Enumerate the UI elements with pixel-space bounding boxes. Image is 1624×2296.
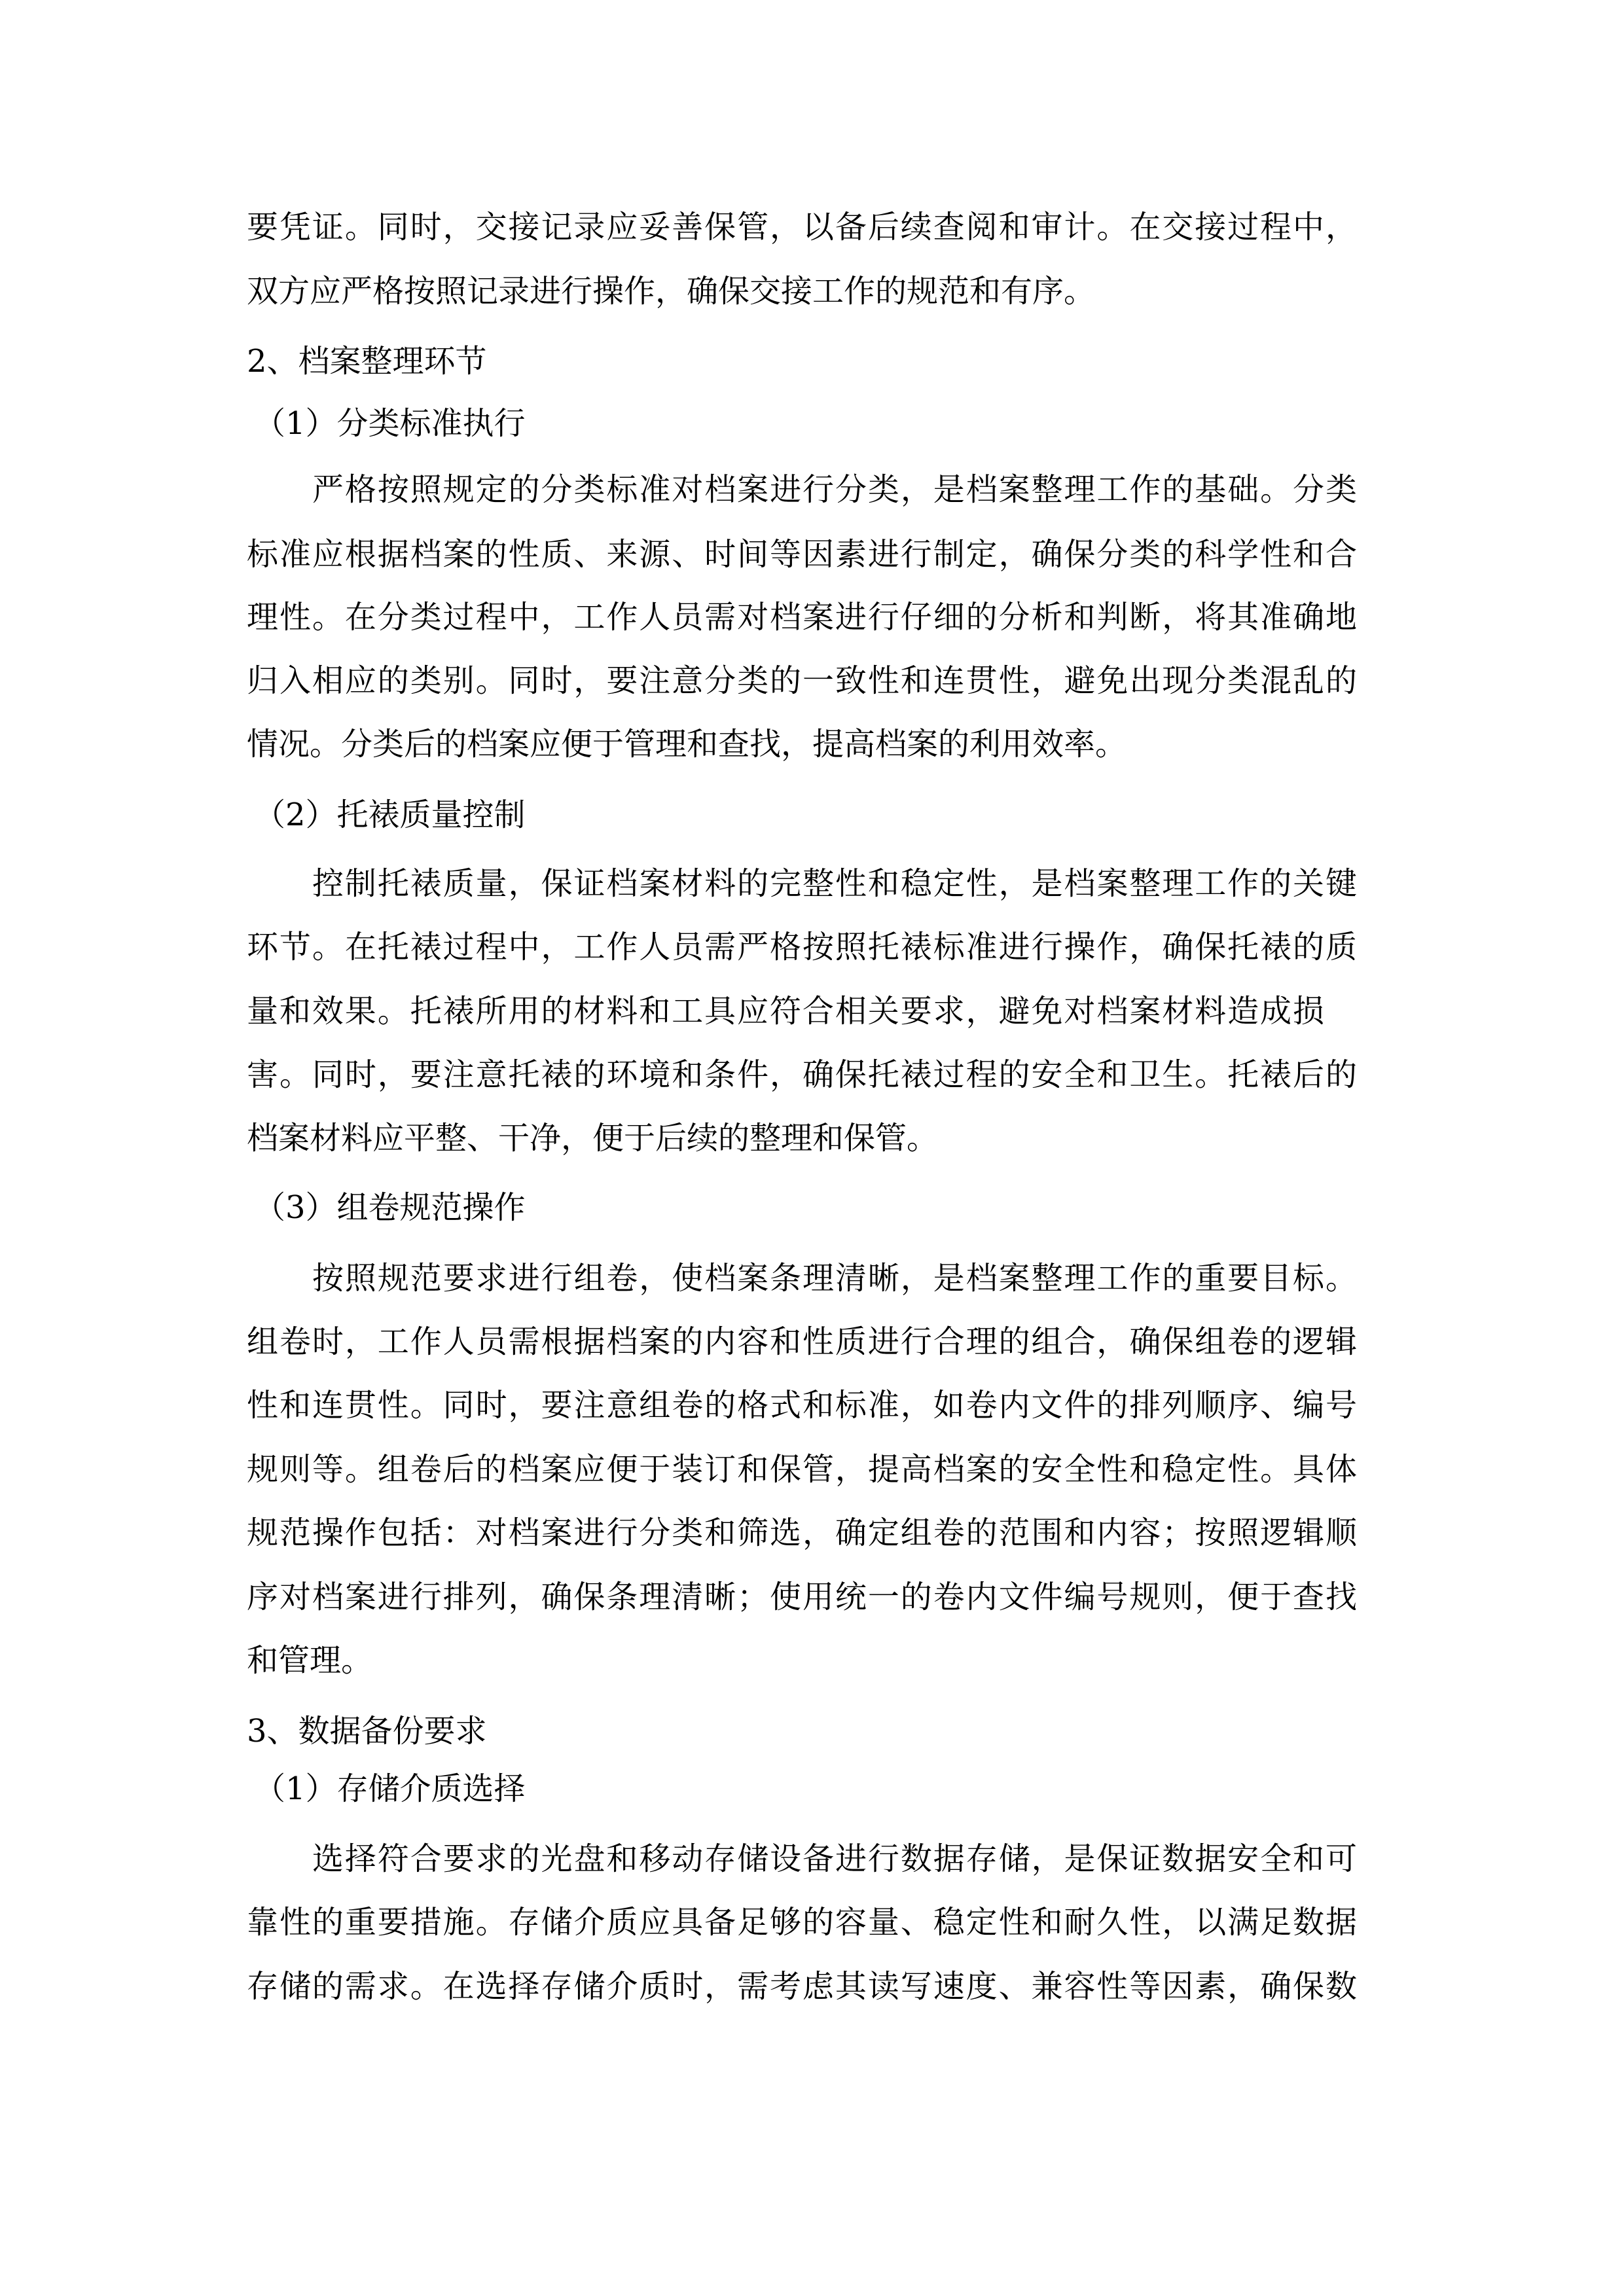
section-heading: 3、数据备份要求: [247, 1713, 487, 1749]
paragraph-line: 情况。分类后的档案应便于管理和查找，提高档案的利用效率。: [247, 726, 1127, 762]
paragraph-line: 环节。在托裱过程中，工作人员需严格按照托裱标准进行操作，确保托裱的质: [247, 929, 1357, 965]
paragraph-line: 选择符合要求的光盘和移动存储设备进行数据存储，是保证数据安全和可: [312, 1840, 1357, 1877]
subsection-heading: （3）组卷规范操作: [254, 1189, 526, 1226]
paragraph-line: 严格按照规定的分类标准对档案进行分类，是档案整理工作的基础。分类: [312, 471, 1357, 508]
paragraph-line: 规范操作包括：对档案进行分类和筛选，确定组卷的范围和内容；按照逻辑顺: [247, 1515, 1357, 1551]
paragraph-line: 按照规范要求进行组卷，使档案条理清晰，是档案整理工作的重要目标。: [312, 1260, 1357, 1297]
paragraph-line: 组卷时，工作人员需根据档案的内容和性质进行合理的组合，确保组卷的逻辑: [247, 1323, 1357, 1360]
paragraph-line: 和管理。: [247, 1642, 373, 1679]
subsection-heading: （2）托裱质量控制: [254, 797, 526, 833]
paragraph-line: 控制托裱质量，保证档案材料的完整性和稳定性，是档案整理工作的关键: [312, 865, 1357, 902]
section-heading: 2、档案整理环节: [247, 343, 487, 380]
paragraph-line: 归入相应的类别。同时，要注意分类的一致性和连贯性，避免出现分类混乱的: [247, 662, 1357, 699]
paragraph-line: 害。同时，要注意托裱的环境和条件，确保托裱过程的安全和卫生。托裱后的: [247, 1056, 1357, 1093]
paragraph-line: 序对档案进行排列，确保条理清晰；使用统一的卷内文件编号规则，便于查找: [247, 1579, 1357, 1615]
paragraph-line: 性和连贯性。同时，要注意组卷的格式和标准，如卷内文件的排列顺序、编号: [247, 1387, 1357, 1424]
paragraph-line: 存储的需求。在选择存储介质时，需考虑其读写速度、兼容性等因素，确保数: [247, 1968, 1357, 2005]
paragraph-line: 要凭证。同时，交接记录应妥善保管，以备后续查阅和审计。在交接过程中，: [247, 209, 1357, 245]
paragraph-line: 标准应根据档案的性质、来源、时间等因素进行制定，确保分类的科学性和合: [247, 536, 1357, 573]
subsection-heading: （1）存储介质选择: [254, 1770, 526, 1807]
paragraph-line: 档案材料应平整、干净，便于后续的整理和保管。: [247, 1120, 939, 1157]
paragraph-line: 规则等。组卷后的档案应便于装订和保管，提高档案的安全性和稳定性。具体: [247, 1451, 1357, 1488]
paragraph-line: 双方应严格按照记录进行操作，确保交接工作的规范和有序。: [247, 273, 1096, 310]
paragraph-line: 量和效果。托裱所用的材料和工具应符合相关要求，避免对档案材料造成损: [247, 993, 1324, 1030]
subsection-heading: （1）分类标准执行: [254, 405, 526, 442]
paragraph-line: 靠性的重要措施。存储介质应具备足够的容量、稳定性和耐久性，以满足数据: [247, 1904, 1357, 1941]
paragraph-line: 理性。在分类过程中，工作人员需对档案进行仔细的分析和判断，将其准确地: [247, 599, 1357, 636]
